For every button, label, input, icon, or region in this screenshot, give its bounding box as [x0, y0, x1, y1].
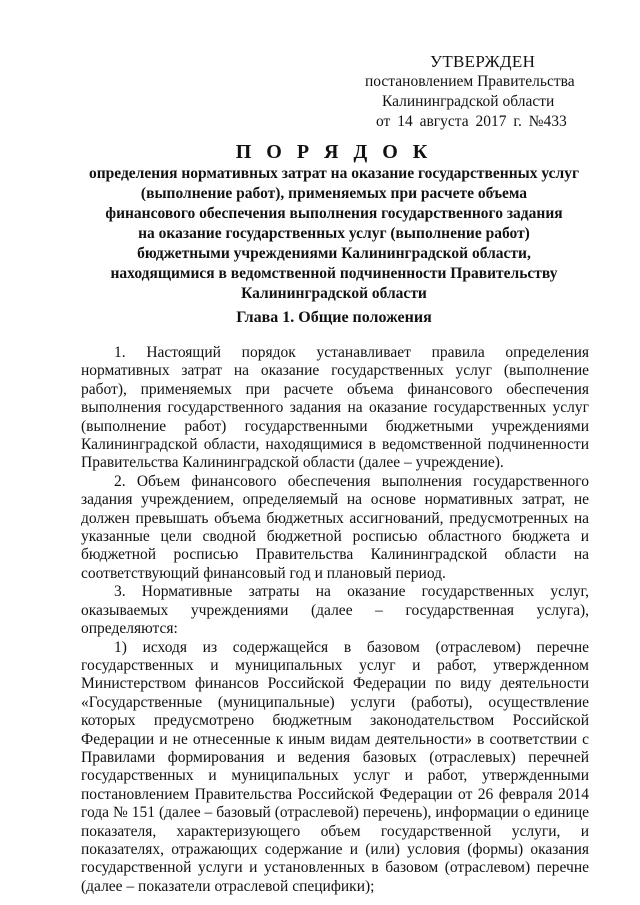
subtitle-line: Калининградской области: [241, 285, 427, 302]
approval-stamp: [360, 52, 610, 132]
paragraph-2: 2. Объем финансового обеспечения выполнения государственного задания учреждением, определяемый на основе нормативных затрат, не должен превышать объема бюджетных ассигнований, предусмотренных на указанные цели сводной бюджетной росписью областного бюджета и бюджетной росписью Правительства Калининградской области на соответствующий финансовый год и плановый период.: [81, 472, 589, 582]
document-title: П О Р Я Д О К: [235, 141, 433, 163]
document-body: [81, 344, 589, 896]
approval-date-number: от 14 августа 2017 г. №433: [376, 113, 567, 130]
chapter-heading: Глава 1. Общие положения: [236, 309, 432, 326]
approval-authority: постановлением Правительства: [365, 73, 575, 90]
paragraph-1: 1. Настоящий порядок устанавливает правила определения нормативных затрат на оказание государственных услуг (выполнение работ), применяемых при расчете объема финансового обеспечения выполнения государственного задания на оказание государственных услуг (выполнение работ) государственными бюджетными учреждениями Калининградской области, находящимися в ведомственной подчиненности Правительства Калининградской области (далее – учреждение).: [81, 344, 589, 472]
subtitle-line: бюджетными учреждениями Калининградской области,: [137, 245, 531, 262]
subtitle-line: финансового обеспечения выполнения государственного задания: [105, 205, 563, 222]
document-title-block: [80, 140, 588, 304]
subtitle-line: находящимися в ведомственной подчиненности Правительству: [110, 265, 558, 282]
approval-title: УТВЕРЖДЕН: [430, 52, 536, 71]
subtitle-line: определения нормативных затрат на оказание государственных услуг: [88, 165, 580, 182]
paragraph-3-item-1: 1) исходя из содержащейся в базовом (отраслевом) перечне государственных и муниципальных услуг и работ, утвержденном Министерством финансов Российской Федерации по виду деятельности «Государственные (муниципальные) услуги (работы), осуществление которых предусмотрено бюджетным законодательством Российской Федерации и не отнесенные к иным видам деятельности» в соответствии с Правилами формирования и ведения базовых (отраслевых) перечней государственных и муниципальных услуг и работ, утвержденными постановлением Правительства Российской Федерации от 26 февраля 2014 года № 151 (далее – базовый (отраслевой) перечень), информации о единице показателя, характеризующего объем государственной услуги, и показателях, отражающих содержание и (или) условия (формы) оказания государственной услуги и установленных в базовом (отраслевом) перечне (далее – показатели отраслевой специфики);: [81, 638, 589, 895]
subtitle-line: на оказание государственных услуг (выполнение работ): [138, 225, 530, 242]
approval-region: Калининградской области: [382, 93, 555, 110]
paragraph-3: 3. Нормативные затраты на оказание государственных услуг, оказываемых учреждениями (далее – государственная услуга), определяются:: [81, 583, 589, 638]
subtitle-line: (выполнение работ), применяемых при расчете объема: [140, 185, 528, 202]
document-subtitle: [80, 164, 588, 304]
